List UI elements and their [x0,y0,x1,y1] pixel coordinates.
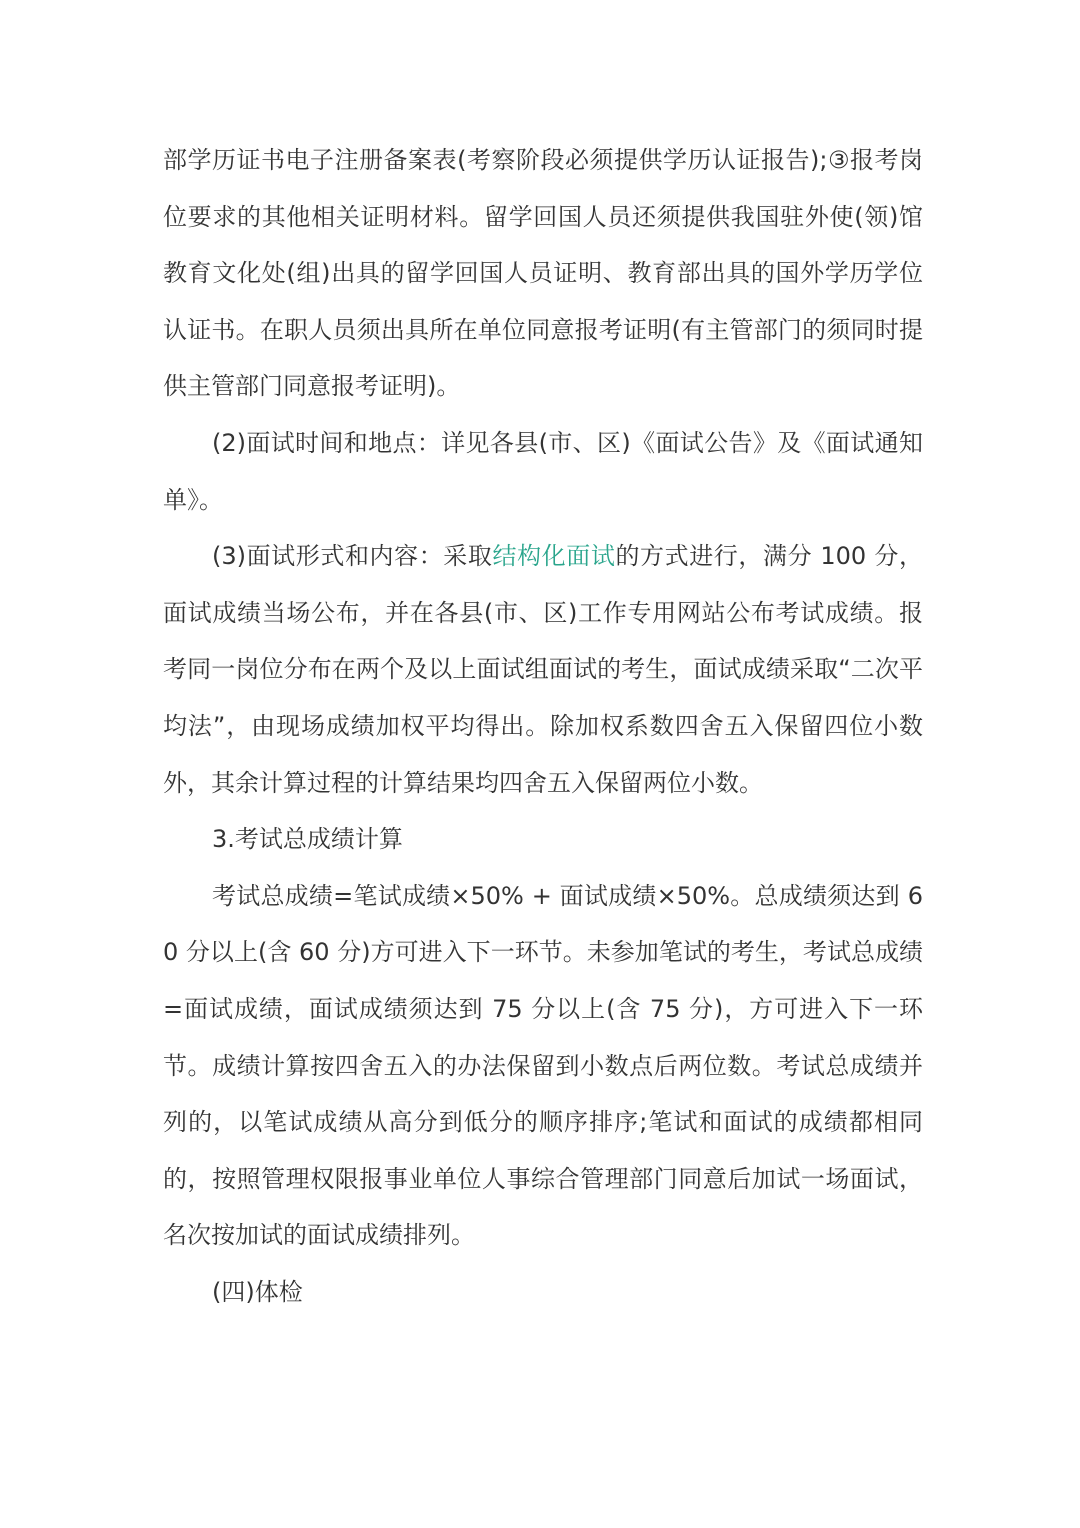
section-heading-total-score: 3.考试总成绩计算 [212,825,403,854]
paragraph-total-score: 考试总成绩=笔试成绩×50% + 面试成绩×50%。总成绩须达到 60 分以上(含 60 分)方可进入下一环节。未参加笔试的考生，考试总成绩=面试成绩，面试成绩须达到 75 分以上(含 75 分)，方可进入下一环节。成绩计算按四舍五入的办法保留到小数点后两位数。考试总成绩并列的，以笔试成绩从高分到低分的顺序排序;笔试和面试的成绩都相同的，按照管理权限报事业单位人事综合管理部门同意后加试一场面试，名次按加试的面试成绩排列。 [163,881,923,1250]
interview-format-text-start: (3)面试形式和内容：采取 [212,542,493,571]
structured-interview-link[interactable]: 结构化面试 [492,542,616,571]
paragraph-interview-format [163,528,923,811]
section-heading-physical-exam: (四)体检 [212,1277,303,1306]
interview-format-text-end: 的方式进行，满分 100 分，面试成绩当场公布，并在各县(市、区)工作专用网站公布考试成绩。报考同一岗位分布在两个及以上面试组面试的考生，面试成绩采取“二次平均法”，由现场成绩加权平均得出。除加权系数四舍五入保留四位小数外，其余计算过程的计算结果均四舍五入保留两位小数。 [163,542,923,797]
paragraph-interview-time: (2)面试时间和地点：详见各县(市、区)《面试公告》及《面试通知单》。 [163,428,923,514]
paragraph-materials: 部学历证书电子注册备案表(考察阶段必须提供学历认证报告);③报考岗位要求的其他相关证明材料。留学回国人员还须提供我国驻外使(领)馆教育文化处(组)出具的留学回国人员证明、教育部出具的国外学历学位认证书。在职人员须出具所在单位同意报考证明(有主管部门的须同时提供主管部门同意报考证明)。 [163,146,923,401]
document-body [163,132,923,1320]
